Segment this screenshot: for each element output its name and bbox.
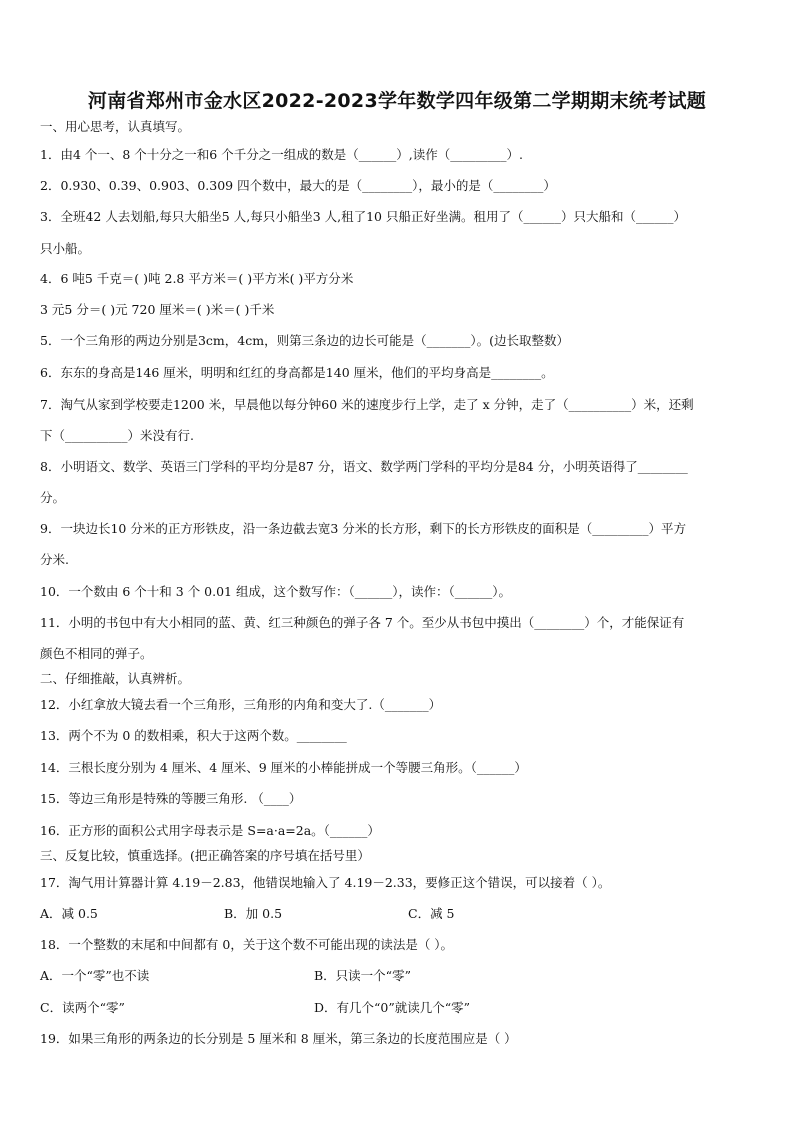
question-11-line-1: 11．小明的书包中有大小相同的蓝、黄、红三种颜色的弹子各 7 个。至少从书包中摸出（________）个，才能保证有	[40, 615, 685, 630]
section-2-heading: 二、仔细推敲，认真辨析。	[40, 671, 191, 686]
question-5: 5．一个三角形的两边分别是3cm，4cm，则第三条边的边长可能是（_______）。(边长取整数）	[40, 333, 569, 348]
question-1: 1．由4 个一、8 个十分之一和6 个千分之一组成的数是（______）,读作（_________）.	[40, 147, 523, 162]
page-title: 河南省郑州市金水区2022-2023学年数学四年级第二学期期末统考试题	[87, 90, 707, 112]
question-13: 13．两个不为 0 的数相乘，积大于这两个数。________	[40, 728, 347, 743]
question-3-line-2: 只小船。	[40, 241, 91, 256]
q17-option-b: B．加 0.5	[224, 906, 283, 921]
question-9-line-2: 分米.	[40, 552, 69, 567]
q18-option-d: D．有几个“0”就读几个“零”	[314, 1000, 471, 1015]
q18-option-b: B．只读一个“零”	[314, 968, 411, 983]
question-6: 6．东东的身高是146 厘米，明明和红红的身高都是140 厘米，他们的平均身高是________。	[40, 365, 554, 380]
question-7-line-2: 下（__________）米没有行.	[40, 428, 194, 443]
q18-option-c: C．读两个“零”	[40, 1000, 125, 1015]
question-10: 10．一个数由 6 个十和 3 个 0.01 组成，这个数写作：（______），读作：（______）。	[40, 584, 511, 599]
q17-option-a: A．减 0.5	[40, 906, 98, 921]
question-17: 17．淘气用计算器计算 4.19－2.83，他错误地输入了 4.19－2.33，要修正这个错误，可以接着（ ）。	[40, 875, 611, 890]
question-14: 14．三根长度分别为 4 厘米、4 厘米、9 厘米的小棒能拼成一个等腰三角形。（______）	[40, 760, 527, 775]
question-18: 18．一个整数的末尾和中间都有 0，关于这个数不可能出现的读法是（ ）。	[40, 937, 454, 952]
q17-option-c: C．减 5	[408, 906, 455, 921]
question-4-line-1: 4．6 吨5 千克＝( )吨 2.8 平方米＝( )平方米( )平方分米	[40, 271, 354, 286]
question-4-line-2: 3 元5 分＝( )元 720 厘米＝( )米＝( )千米	[40, 302, 275, 317]
question-11-line-2: 颜色不相同的弹子。	[40, 646, 153, 661]
section-1-heading: 一、用心思考，认真填写。	[40, 119, 191, 134]
question-15: 15．等边三角形是特殊的等腰三角形. （____）	[40, 791, 302, 806]
question-2: 2．0.930、0.39、0.903、0.309 四个数中，最大的是（________），最小的是（________）	[40, 178, 556, 193]
q18-option-a: A．一个“零”也不读	[40, 968, 150, 983]
question-16: 16．正方形的面积公式用字母表示是 S=a·a=2a。（______）	[40, 823, 380, 838]
section-3-heading: 三、反复比较，慎重选择。(把正确答案的序号填在括号里）	[40, 848, 370, 863]
question-7-line-1: 7．淘气从家到学校要走1200 米，早晨他以每分钟60 米的速度步行上学，走了 x 分钟，走了（__________）米，还剩	[40, 397, 694, 412]
question-8-line-2: 分。	[40, 490, 66, 505]
question-3-line-1: 3．全班42 人去划船,每只大船坐5 人,每只小船坐3 人,租了10 只船正好坐满。租用了（______）只大船和（______）	[40, 209, 686, 224]
question-9-line-1: 9．一块边长10 分米的正方形铁皮，沿一条边截去宽3 分米的长方形，剩下的长方形铁皮的面积是（_________）平方	[40, 521, 687, 536]
question-8-line-1: 8．小明语文、数学、英语三门学科的平均分是87 分，语文、数学两门学科的平均分是84 分，小明英语得了________	[40, 459, 688, 474]
question-12: 12．小红拿放大镜去看一个三角形，三角形的内角和变大了.（_______）	[40, 697, 442, 712]
question-19: 19．如果三角形的两条边的长分别是 5 厘米和 8 厘米，第三条边的长度范围应是（ ）	[40, 1031, 517, 1046]
